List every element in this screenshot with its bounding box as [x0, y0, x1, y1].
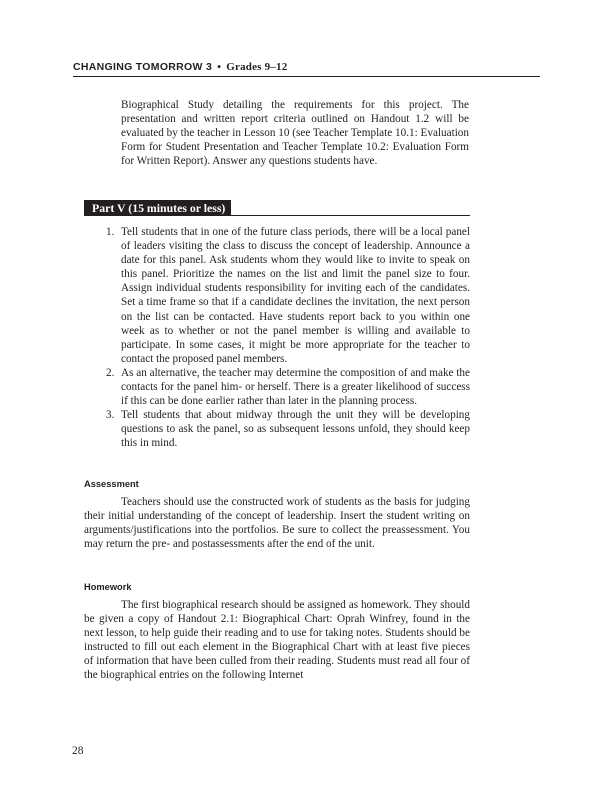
homework-paragraph: The first biographical research should be assigned as homework. They should be given a copy of Handout 2.1: Biographical Chart: Oprah Winfrey, found in the next lesson, to help guide their reading and to use for taking notes. Students should be instructed to fill out each element in the Biographical Chart with at least five pieces of information that have been culled from their reading. Students must read all four of the biographical entries on the following Internet — [84, 599, 470, 682]
part-heading: Part V (15 minutes or less) — [84, 200, 231, 216]
running-head — [73, 61, 287, 73]
header-separator: • — [217, 61, 222, 73]
page-number: 28 — [72, 745, 84, 757]
grade-level: Grades 9–12 — [226, 61, 288, 73]
part-heading-bar — [84, 199, 470, 216]
step-number: 3. — [106, 409, 115, 422]
list-item — [104, 366, 470, 408]
intro-paragraph: Biographical Study detailing the requirements for this project. The presentation and written report criteria outlined on Handout 1.2 will be evaluated by the teacher in Lesson 10 (see Teacher Template 10.1: Evaluation Form for Student Presentation and Teacher Template 10.2: Evaluation Form for Written Report). Answer any questions students have. — [121, 99, 469, 168]
step-list — [104, 225, 470, 451]
step-number: 2. — [106, 366, 115, 379]
step-number: 1. — [106, 226, 115, 238]
step-text: As an alternative, the teacher may determine the composition of and make the contacts for the panel him- or herself. There is a greater likelihood of success if this can be done earlier rather than later in the planning process. — [121, 366, 470, 408]
homework-heading: Homework — [84, 582, 132, 592]
series-title: CHANGING TOMORROW 3 — [73, 61, 213, 73]
assessment-paragraph: Teachers should use the constructed work of students as the basis for judging their initial understanding of the concept of leadership. Insert the student writing on arguments/justifications into the portfolios. Be sure to collect the preassessment. You may return the pre- and postassessments after the end of the unit. — [84, 496, 470, 551]
list-item — [104, 225, 470, 366]
step-text: Tell students that about midway through the unit they will be developing questions to ask the panel, so as subsequent lessons unfold, they should keep this in mind. — [121, 409, 470, 450]
list-item — [104, 408, 470, 450]
step-text: Tell students that in one of the future class periods, there will be a local panel of leaders visiting the class to discuss the concept of leadership. Announce a date for this panel. Ask students whom they would like to invite to speak on this panel. Prioritize the names on the list and limit the panel size to four. Assign individual students responsibility for inviting each of the candidates. Set a time frame so that if a candidate declines the invitation, the next person on the list can be contacted. Have students report back to you within one week as to whether or not the panel member is willing and available to participate. In some cases, it might be more appropriate for the teacher to contact the proposed panel members. — [121, 226, 470, 365]
header-rule — [73, 76, 540, 77]
assessment-heading: Assessment — [84, 479, 139, 489]
